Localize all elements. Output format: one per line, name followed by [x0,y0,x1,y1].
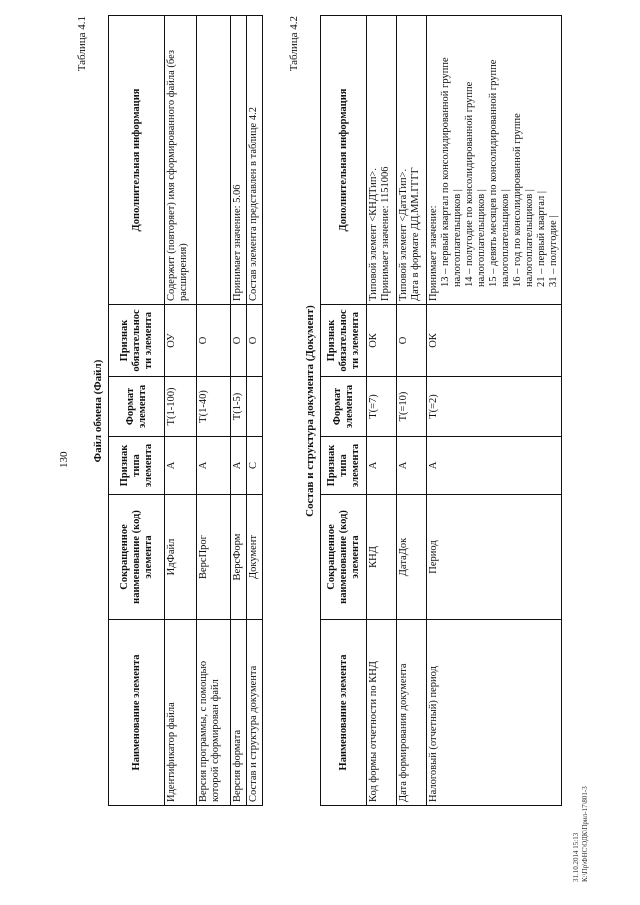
cell-format: Т(=10) [397,377,427,437]
header-info: Дополнительная информация [321,16,367,305]
header-required: Признак обязательности элемента [109,305,165,377]
cell-code: ДатаДок [397,495,427,620]
info-line: 16 – год по консолидированной группе налогоплательщиков | [512,113,535,287]
cell-format: Т(1-40) [197,377,231,437]
header-name: Наименование элемента [321,620,367,806]
cell-required: ОК [427,305,562,377]
info-line: 21 – первый квартал | [536,191,547,287]
cell-format: Т(=7) [367,377,397,437]
table-4-2-caption: Состав и структура документа (Документ) [304,305,316,517]
cell-required: О [197,305,231,377]
file-table [108,15,263,806]
info-line: Типовой элемент <ДатаТип>. [398,168,409,301]
info-line: Принимает значение: 1151006 [380,166,391,301]
cell-info: Принимает значение: 5.06 [231,16,247,305]
cell-type: А [397,437,427,495]
footer-path: К:\Пр\ФНС\ОДК\Прил-17\801-3 [581,786,589,882]
cell-code: Документ [247,495,263,620]
footer [572,786,590,882]
table-row [231,16,247,806]
cell-type: А [197,437,231,495]
header-type: Признак типа элемента [321,437,367,495]
table-row [397,16,427,806]
info-line: Дата в формате ДД.ММ.ГГГГ [410,167,421,301]
table-row [165,16,197,806]
cell-type: С [247,437,263,495]
cell-type: А [165,437,197,495]
cell-name: Дата формирования документа [397,620,427,806]
cell-info: Содержит (повторяет) имя сформированного файла (без расширения) [165,16,197,305]
cell-required: О [231,305,247,377]
header-required: Признак обязательности элемента [321,305,367,377]
cell-code: КНД [367,495,397,620]
cell-name: Версия программы, с помощью которой сформирован файл [197,620,231,806]
cell-type: А [427,437,562,495]
header-code: Сокращенное наименование (код) элемента [321,495,367,620]
cell-type: А [367,437,397,495]
cell-info [427,16,562,305]
cell-name: Идентификатор файла [165,620,197,806]
cell-format: Т(=2) [427,377,562,437]
table-header-row [109,16,165,806]
cell-name: Версия формата [231,620,247,806]
cell-info [397,16,427,305]
header-info: Дополнительная информация [109,16,165,305]
info-line: 13 – первый квартал по консолидированной группе налогоплательщиков | [440,57,463,287]
cell-info: Состав элемента представлен в таблице 4.2 [247,16,263,305]
header-format: Формат элемента [109,377,165,437]
cell-info [197,16,231,305]
header-type: Признак типа элемента [109,437,165,495]
info-line: 31 – полугодие | [548,215,559,287]
cell-format: Т(1-5) [231,377,247,437]
footer-timestamp: 31.10.2014 15:13 [572,832,580,882]
page-number: 130 [58,451,70,468]
info-line: Типовой элемент <КНДТип>. [368,168,379,301]
header-name: Наименование элемента [109,620,165,806]
cell-name: Код формы отчетности по КНД [367,620,397,806]
cell-required: О [247,305,263,377]
cell-info [367,16,397,305]
cell-format: Т(1-100) [165,377,197,437]
cell-required: О [397,305,427,377]
table-4-1-label: Таблица 4.1 [76,16,88,72]
table-row [197,16,231,806]
header-code: Сокращенное наименование (код) элемента [109,495,165,620]
header-format: Формат элемента [321,377,367,437]
info-line: 14 – полугодие по консолидированной группе налогоплательщиков | [464,81,487,287]
table-header-row [321,16,367,806]
cell-code: ВерсПрог [197,495,231,620]
cell-required: ОУ [165,305,197,377]
info-line: 15 – девять месяцев по консолидированной группе налогоплательщиков | [488,59,511,287]
cell-name: Состав и структура документа [247,620,263,806]
rotated-content [12,8,612,888]
cell-required: ОК [367,305,397,377]
cell-name: Налоговый (отчетный) период [427,620,562,806]
table-row [247,16,263,806]
document-table [320,15,562,806]
cell-code: ВерсФорм [231,495,247,620]
cell-code: Период [427,495,562,620]
table-4-2-label: Таблица 4.2 [288,16,300,72]
cell-type: А [231,437,247,495]
table-row [427,16,562,806]
cell-code: ИдФайл [165,495,197,620]
table-row [367,16,397,806]
info-line: Принимает значение: [428,205,439,301]
table-4-1-caption: Файл обмена (Файл) [92,359,104,463]
cell-format [247,377,263,437]
